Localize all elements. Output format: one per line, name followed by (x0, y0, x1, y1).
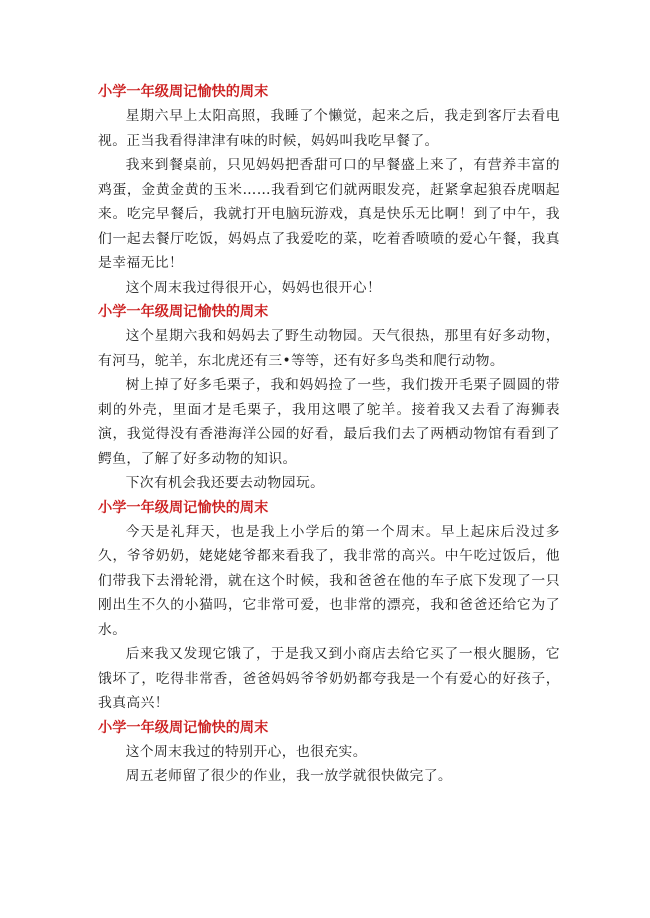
essay-paragraph: 星期六早上太阳高照，我睡了个懒觉，起来之后，我走到客厅去看电视。正当我看得津津有味的时候，妈妈叫我吃早餐了。 (98, 108, 560, 149)
essay-paragraph: 我来到餐桌前，只见妈妈把香甜可口的早餐盛上来了，有营养丰富的鸡蛋，金黄金黄的玉米……我看到它们就两眼发亮，赶紧拿起狼吞虎咽起来。吃完早餐后，我就打开电脑玩游戏，真是快乐无比啊！到了中午，我们一起去餐厅吃饭，妈妈点了我爱吃的菜，吃着香喷喷的爱心午餐，我真是幸福无比！ (98, 157, 560, 271)
essay-paragraph: 这个星期六我和妈妈去了野生动物园。天气很热，那里有好多动物，有河马，鸵羊，东北虎还有三•等等，还有好多鸟类和爬行动物。 (98, 328, 560, 369)
essay-1 (98, 80, 560, 300)
essay-paragraph: 今天是礼拜天，也是我上小学后的第一个周末。早上起床后没过多久，爷爷奶奶，姥姥姥爷都来看我了，我非常的高兴。中午吃过饭后，他们带我下去滑轮滑，就在这个时候，我和爸爸在他的车子底下发现了一只刚出生不久的小猫吗，它非常可爱，也非常的漂亮，我和爸爸还给它为了水。 (98, 523, 560, 638)
essay-paragraph: 下次有机会我还要去动物园玩。 (125, 475, 325, 491)
essay-title: 小学一年级周记愉快的周末 (98, 304, 269, 320)
essay-title: 小学一年级周记愉快的周末 (98, 499, 269, 516)
essay-paragraph: 周五老师留了很少的作业，我一放学就很快做完了。 (125, 768, 453, 784)
essay-paragraph: 后来我又发现它饿了，于是我又到小商店去给它买了一根火腿肠，它饿坏了，吃得非常香，爸爸妈妈爷爷奶奶都夸我是一个有爱心的好孩子，我真高兴！ (98, 646, 560, 711)
essay-2 (98, 300, 560, 496)
essay-title: 小学一年级周记愉快的周末 (98, 719, 269, 736)
essay-3 (98, 496, 560, 716)
document-page (98, 80, 560, 789)
essay-paragraph: 这个周末我过得很开心，妈妈也很开心！ (125, 279, 382, 296)
essay-4 (98, 716, 560, 789)
essay-paragraph: 这个周末我过的特别开心，也很充实。 (125, 743, 367, 760)
essay-title: 小学一年级周记愉快的周末 (98, 84, 269, 100)
essay-paragraph: 树上掉了好多毛栗子，我和妈妈捡了一些，我们拨开毛栗子圆圆的带刺的外壳，里面才是毛栗子，我用这喂了鸵羊。接着我又去看了海狮表演，我觉得没有香港海洋公园的好看，最后我们去了两栖动物馆有看到了鳄鱼，了解了好多动物的知识。 (98, 377, 560, 467)
